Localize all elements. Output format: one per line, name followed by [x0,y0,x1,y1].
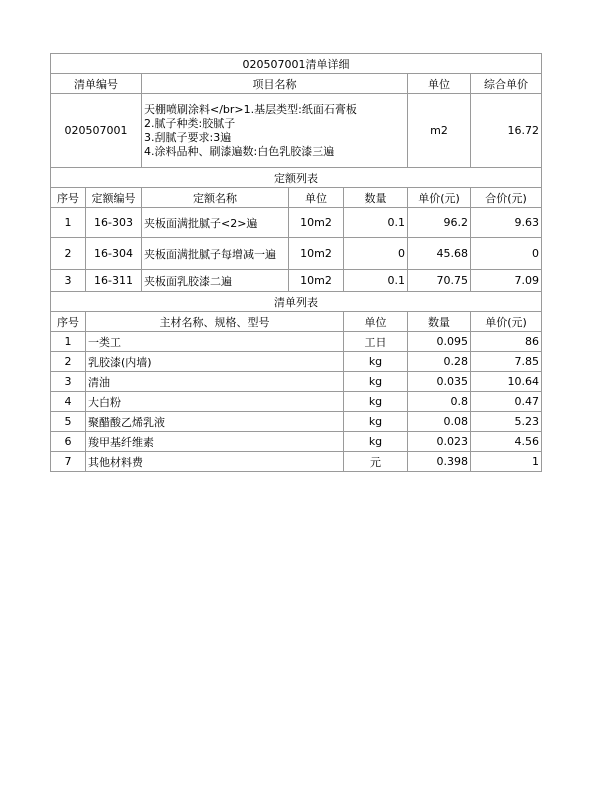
quota-code: 16-304 [86,238,142,270]
material-qty: 0.095 [408,332,471,352]
material-name: 一类工 [86,332,344,352]
item-price: 16.72 [471,94,542,168]
material-name: 乳胶漆(内墙) [86,352,344,372]
material-seq: 4 [51,392,86,412]
quota-unit: 10m2 [289,270,344,292]
material-seq: 1 [51,332,86,352]
material-row [51,432,542,452]
material-row [51,452,542,472]
material-price: 86 [471,332,542,352]
quota-seq: 2 [51,238,86,270]
material-row [51,412,542,432]
quota-price-header: 单价(元) [408,188,471,208]
material-seq: 6 [51,432,86,452]
material-unit: kg [344,432,408,452]
material-price: 5.23 [471,412,542,432]
quota-total: 7.09 [471,270,542,292]
material-seq: 7 [51,452,86,472]
material-unit: kg [344,392,408,412]
material-price: 4.56 [471,432,542,452]
material-price: 10.64 [471,372,542,392]
quota-total: 9.63 [471,208,542,238]
item-name-line: 天棚喷刷涂料</br>1.基层类型:纸面石膏板 [144,102,357,116]
quota-code: 16-311 [86,270,142,292]
item-code-header: 清单编号 [51,74,142,94]
quota-code: 16-303 [86,208,142,238]
quota-seq: 1 [51,208,86,238]
material-name-header: 主材名称、规格、型号 [86,312,344,332]
material-row [51,372,542,392]
material-seq-header: 序号 [51,312,86,332]
quota-seq-header: 序号 [51,188,86,208]
quota-price: 45.68 [408,238,471,270]
table-title: 020507001清单详细 [51,54,542,74]
quota-qty: 0.1 [344,270,408,292]
quota-code-header: 定额编号 [86,188,142,208]
material-name: 大白粉 [86,392,344,412]
quota-name: 夹板面满批腻子<2>遍 [142,208,289,238]
material-qty: 0.28 [408,352,471,372]
material-unit: kg [344,352,408,372]
material-name: 聚醋酸乙烯乳液 [86,412,344,432]
item-name-line: 2.腻子种类:胶腻子 [144,116,236,130]
quota-price: 70.75 [408,270,471,292]
item-code: 020507001 [51,94,142,168]
quota-name: 夹板面乳胶漆二遍 [142,270,289,292]
quota-qty: 0.1 [344,208,408,238]
quota-total: 0 [471,238,542,270]
material-name: 羧甲基纤维素 [86,432,344,452]
quota-row [51,270,542,292]
material-unit: kg [344,412,408,432]
material-row [51,332,542,352]
material-price: 0.47 [471,392,542,412]
material-section-title: 清单列表 [51,292,542,312]
material-unit: 元 [344,452,408,472]
material-name: 其他材料费 [86,452,344,472]
material-qty: 0.023 [408,432,471,452]
material-unit-header: 单位 [344,312,408,332]
material-row [51,352,542,372]
item-unit: m2 [408,94,471,168]
item-name [142,94,408,168]
quota-name: 夹板面满批腻子每增减一遍 [142,238,289,270]
material-qty: 0.8 [408,392,471,412]
material-seq: 3 [51,372,86,392]
item-unit-header: 单位 [408,74,471,94]
material-row [51,392,542,412]
quota-name-header: 定额名称 [142,188,289,208]
quota-qty: 0 [344,238,408,270]
quota-unit: 10m2 [289,208,344,238]
material-seq: 5 [51,412,86,432]
material-qty: 0.398 [408,452,471,472]
material-qty-header: 数量 [408,312,471,332]
quota-price: 96.2 [408,208,471,238]
quota-seq: 3 [51,270,86,292]
quota-unit-header: 单位 [289,188,344,208]
material-price: 1 [471,452,542,472]
quota-qty-header: 数量 [344,188,408,208]
quota-section-title: 定额列表 [51,168,542,188]
material-qty: 0.035 [408,372,471,392]
material-unit: 工日 [344,332,408,352]
quota-row [51,208,542,238]
material-qty: 0.08 [408,412,471,432]
quota-row [51,238,542,270]
material-name: 清油 [86,372,344,392]
item-name-line: 4.涂料品种、刷漆遍数:白色乳胶漆三遍 [144,144,335,158]
quota-unit: 10m2 [289,238,344,270]
item-name-header: 项目名称 [142,74,408,94]
quota-total-header: 合价(元) [471,188,542,208]
item-price-header: 综合单价 [471,74,542,94]
material-unit: kg [344,372,408,392]
detail-table [50,53,542,472]
item-name-line: 3.刮腻子要求:3遍 [144,130,232,144]
material-price: 7.85 [471,352,542,372]
material-seq: 2 [51,352,86,372]
material-price-header: 单价(元) [471,312,542,332]
